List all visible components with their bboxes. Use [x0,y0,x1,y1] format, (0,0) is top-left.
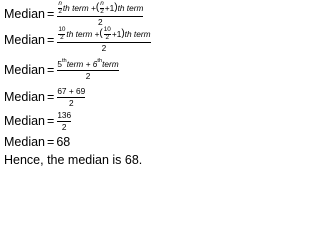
sixth-suffix: th [97,57,103,64]
median-fraction [57,111,71,131]
n-den-second: 2 [100,7,104,15]
term-text-second: th term [117,3,144,14]
median-fraction [57,27,150,52]
ten-over-2 [58,27,65,41]
equals-sign: = [47,32,55,47]
median-formula-line [4,0,144,28]
right-paren: ) [114,2,118,14]
plus-one: +1 [104,3,115,14]
fraction-numerator [57,57,119,70]
n-num-second: n [100,0,104,8]
fraction-denominator: 2 [98,17,103,28]
median-fraction [57,1,143,26]
equals-sign: = [47,113,55,128]
equals-sign: = [47,89,55,104]
median-fraction [57,57,119,81]
median-result-line [4,133,70,151]
equals-sign: = [47,134,55,149]
left-paren: ( [99,28,103,40]
left-paren: ( [95,2,100,14]
median-label: Median [4,134,45,149]
fraction-denominator: 2 [61,121,67,132]
fraction-denominator: 2 [101,43,107,54]
median-terms-line [4,57,119,81]
median-sum-line [4,112,71,130]
n-den: 2 [58,7,62,15]
median-value: 68 [56,134,71,149]
equals-sign: = [47,62,55,77]
right-paren: ) [121,28,125,40]
conclusion-text: Hence, the median is 68. [4,153,143,167]
n-num: n [58,0,62,8]
term-text: th term + [66,29,100,40]
median-label: Median [4,89,45,104]
term-text: th term + [62,3,96,14]
ten-num-second: 10 [103,26,111,34]
median-label: Median [4,6,45,21]
fraction-numerator [57,27,150,42]
median-label: Median [4,32,45,47]
ten-den-second: 2 [105,33,110,41]
median-fraction [57,87,85,107]
ten-den: 2 [60,33,64,41]
term-text-second: th term [124,29,151,40]
fraction-denominator: 2 [68,97,74,108]
plus-one: +1 [111,29,122,40]
fraction-numerator: 67 + 69 [57,86,86,97]
n-over-2 [58,1,62,15]
math-solution [0,0,208,180]
sixth-term-text: term [102,59,119,70]
ten-over-2-second [104,27,111,41]
fifth-number: 5 [57,59,62,70]
fraction-numerator: 136 [57,110,72,121]
median-label: Median [4,62,45,77]
n-over-2-second [100,1,104,15]
ten-num: 10 [58,26,66,34]
fifth-suffix: th [61,57,67,64]
fifth-term-text: term + 6 [66,59,98,70]
median-values-line [4,88,85,106]
median-label: Median [4,113,45,128]
median-substitution-line [4,26,151,54]
fraction-denominator: 2 [85,70,91,81]
equals-sign: = [47,6,55,21]
fraction-numerator [57,1,143,16]
